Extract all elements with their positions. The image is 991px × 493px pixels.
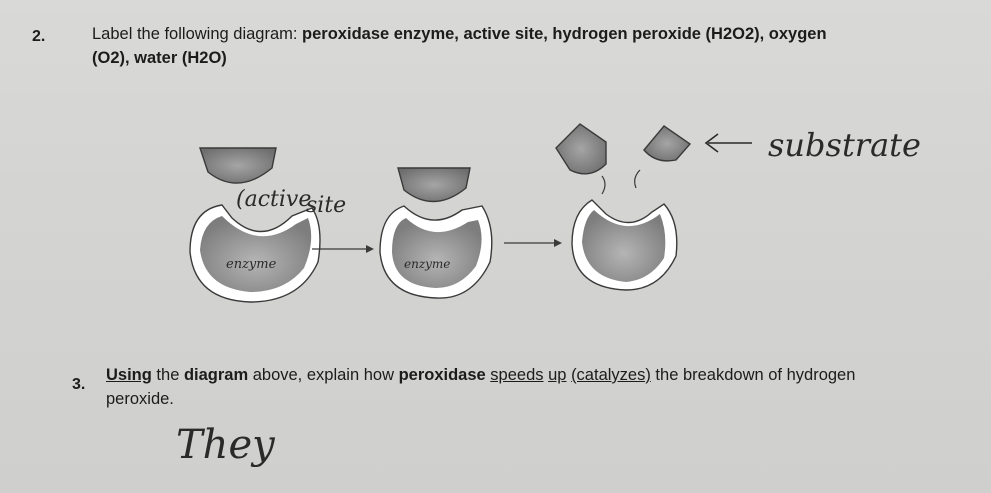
question-3-number: 3. [72, 376, 86, 393]
q3-word-the: the [151, 366, 184, 384]
q3-word-diagram: diagram [183, 366, 249, 384]
question-2-lead: Label the following diagram: [92, 25, 303, 43]
substrate-shape-1 [200, 148, 276, 183]
q3-word-speeds: speeds [490, 366, 544, 384]
handwritten-enzyme-label-1: enzyme [226, 257, 277, 272]
arrow-1 [312, 245, 374, 253]
q3-word-catalyzes: (catalyzes) [571, 366, 651, 384]
handwritten-site-label: site [306, 193, 347, 218]
question-2-terms: peroxidase enzyme, active site, hydrogen peroxide (H2O2), oxygen [302, 25, 827, 43]
handwritten-active-label: (active [236, 187, 312, 212]
q3-word-using: Using [106, 366, 152, 384]
q3-word-peroxidase: peroxidase [398, 366, 486, 384]
question-2-line2: (O2), water (H2O) [92, 49, 227, 67]
product-shape-2 [644, 126, 690, 161]
question-3-line2: peroxide. [106, 390, 174, 408]
enzyme-shape-3 [572, 200, 677, 290]
q3-word-up: up [548, 366, 567, 384]
enzyme-shape-2 [380, 206, 492, 298]
question-3-text [106, 363, 986, 411]
handwritten-substrate-label: substrate [768, 126, 921, 164]
handwritten-enzyme-label-2: enzyme [404, 257, 451, 271]
q3-word-above: above, explain how [248, 366, 399, 384]
arrow-to-substrate [706, 134, 752, 152]
question-2-number: 2. [32, 28, 46, 45]
arrow-2 [504, 239, 562, 247]
q3-word-rest: the breakdown of hydrogen [650, 366, 856, 384]
product-shape-1 [556, 124, 606, 174]
substrate-shape-2 [398, 168, 470, 202]
enzyme-shape-1 [190, 205, 320, 302]
handwritten-answer: They [176, 422, 275, 468]
